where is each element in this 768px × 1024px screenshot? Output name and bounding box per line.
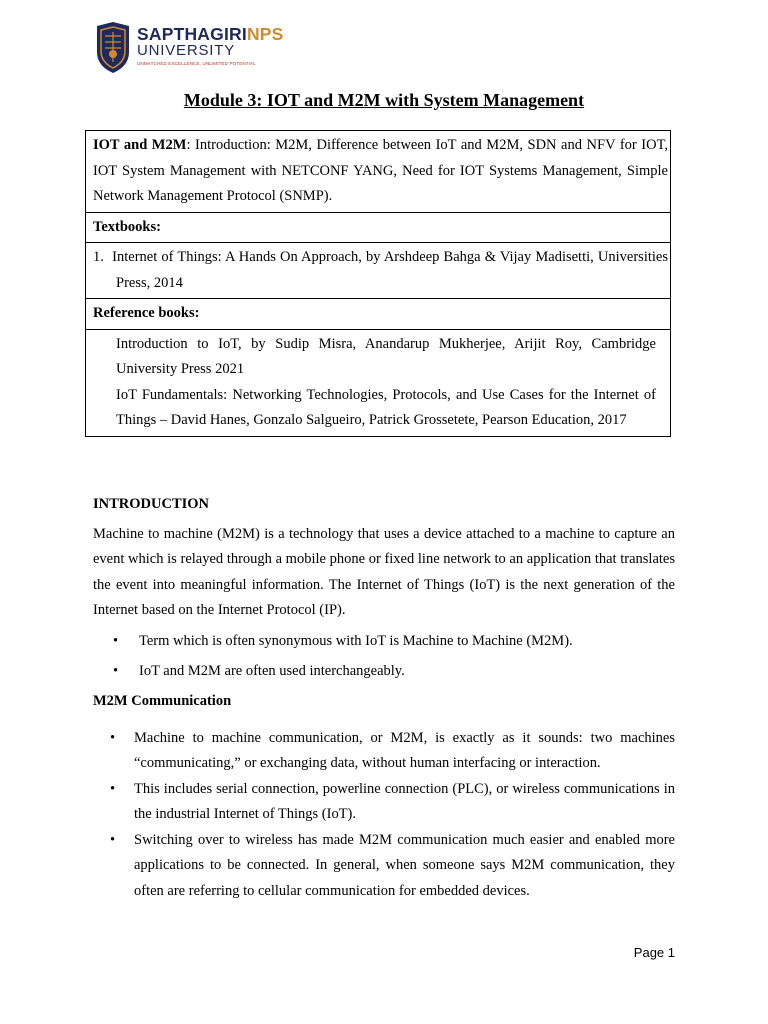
bullet-icon: •: [110, 831, 116, 848]
introduction-section: [93, 492, 675, 685]
shield-crest-icon: [95, 22, 131, 74]
list-item-text: This includes serial connection, powerline connection (PLC), or wireless communications in the industrial Internet of Things (IoT).: [134, 780, 675, 822]
page-number: Page 1: [633, 945, 675, 960]
logo-name-part2: NPS: [246, 24, 284, 44]
syllabus-intro-text: : Introduction: M2M, Difference between IoT and M2M, SDN and NFV for IOT, IOT System Management with NETCONF YANG, Need for IOT Systems Management, Simple Network Management Protocol (SNMP).: [93, 137, 668, 204]
page-title: Module 3: IOT and M2M with System Management: [183, 90, 585, 110]
m2m-section: [93, 689, 675, 904]
bullet-icon: •: [113, 632, 119, 649]
list-item-text: Switching over to wireless has made M2M communication much easier and enabled more applications to be connected. In general, when someone says M2M communication, they often are referring to cellular communication for embedded devices.: [134, 831, 675, 899]
syllabus-table: [85, 130, 671, 437]
logo-wordmark: [137, 24, 284, 44]
bullet-icon: •: [113, 663, 119, 679]
m2m-heading: M2M Communication: [93, 693, 232, 709]
logo-tagline: UNMATCHED EXCELLENCE, UNLIMITED POTENTIAL: [137, 61, 256, 66]
reference-label: Reference books:: [93, 305, 200, 321]
bullet-icon: •: [110, 780, 116, 797]
list-item: [93, 777, 675, 828]
textbook-item: 1. Internet of Things: A Hands On Approach, by Arshdeep Bahga & Vijay Madisetti, Universities Press, 2014: [93, 249, 668, 291]
list-item-text: Machine to machine communication, or M2M, is exactly as it sounds: two machines “communicating,” or exchanging data, without human interfacing or interaction.: [134, 729, 675, 771]
syllabus-intro-row: [86, 131, 670, 212]
syllabus-intro-label: IOT and M2M: [93, 137, 187, 153]
reference-list-row: [86, 329, 670, 436]
list-item-text: Term which is often synonymous with IoT is Machine to Machine (M2M).: [139, 632, 573, 649]
list-item: [93, 629, 675, 655]
list-item-text: IoT and M2M are often used interchangeably.: [139, 663, 405, 679]
reference-item: IoT Fundamentals: Networking Technologies, Protocols, and Use Cases for the Internet of Things – David Hanes, Gonzalo Salgueiro, Patrick Grossetete, Pearson Education, 2017: [116, 386, 656, 428]
list-item: [93, 659, 675, 685]
bullet-icon: •: [110, 729, 116, 746]
logo-university: UNIVERSITY: [137, 42, 236, 59]
introduction-paragraph: Machine to machine (M2M) is a technology that uses a device attached to a machine to capture an event which is relayed through a mobile phone or fixed line network to an application that translates the event into meaningful information. The Internet of Things (IoT) is the next generation of the Internet based on the Internet Protocol (IP).: [93, 525, 675, 618]
reference-item: Introduction to IoT, by Sudip Misra, Anandarup Mukherjee, Arijit Roy, Cambridge University Press 2021: [116, 335, 656, 377]
list-item: [93, 726, 675, 777]
textbooks-label: Textbooks:: [93, 218, 161, 235]
textbooks-heading-row: [86, 212, 670, 243]
logo-name-part1: SAPTHAGIRI: [137, 24, 247, 44]
introduction-heading: INTRODUCTION: [93, 496, 210, 512]
university-logo: [95, 22, 295, 76]
list-item: [93, 828, 675, 905]
reference-heading-row: [86, 298, 670, 329]
textbooks-list-row: [86, 242, 670, 298]
